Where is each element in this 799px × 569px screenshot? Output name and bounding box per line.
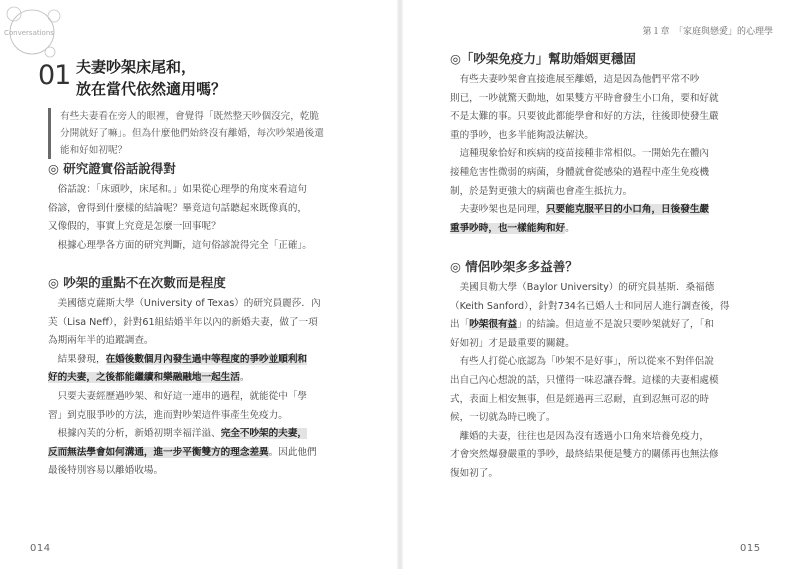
highlight: 完全不吵架的夫妻， 反而無法學會如何溝通，進一步平衡雙方的理念差異	[48, 428, 308, 458]
highlight: 在婚後數個月內發生過中等程度的爭吵並順利和 好的夫妻，之後都能繼續和樂融融地一起生活	[48, 353, 308, 384]
section-heading: ◎「吵架免疫力」幫助婚姻更穩固	[450, 51, 636, 66]
section-heading: ◎ 吵架的重點不在次數而是程度	[48, 275, 226, 290]
section-couples	[450, 258, 752, 484]
right-page	[400, 0, 799, 569]
paragraph: 美國德克薩斯大學（University of Texas）的研究員麗莎．內 芙（Lisa Neff），針對61組結婚半年以內的新婚夫妻，做了一項 為期兩年半的追蹤調查。	[48, 298, 321, 347]
page-number-right: 015	[740, 543, 761, 554]
paragraph: 俗話說：「床頭吵，床尾和。」如果從心理學的角度來看這句 俗諺，會得到什麼樣的結論呢？畢竟這句話聽起來既像真的， 又像假的，事實上究竟是怎麼一回事呢？	[48, 184, 308, 233]
section-immunity	[450, 50, 752, 238]
chapter-title-line-2: 放在當代依然適用嗎？	[76, 80, 227, 98]
conversation-doodle-icon	[2, 2, 66, 62]
chapter-title-line-1: 夫妻吵架床尾和，	[76, 58, 197, 76]
intro-box: 有些夫妻看在旁人的眼裡，會覺得「既然整天吵個沒完，乾脆 分開就好了嘛」。但為什麼他們始終沒有離婚，每次吵架過後還 能和好如初呢？	[48, 108, 360, 159]
running-head: 第１章 「家庭與戀愛」的心理學	[642, 27, 773, 37]
decor-text: Conversations	[4, 29, 54, 37]
chapter-number: 01	[38, 60, 71, 91]
paragraph: 只要夫妻經歷過吵架、和好這一連串的過程，就能從中「學 習」到克服爭吵的方法，進而對吵架這件事產生免疫力。	[48, 390, 308, 421]
paragraph: 根據內芙的分析，新婚初期幸福洋溢、完全不吵架的夫妻， 反而無法學會如何溝通，進一步平衡雙方的理念差異。因此他們 最後特別容易以離婚收場。	[48, 428, 317, 477]
paragraph: 美國貝勒大學（Baylor University）的研究員基斯．桑福德 （Keith Sanford），針對734名已婚人士和同居人進行調查後，得 出「吵架很有益」的結論。但這並不是說只要吵架就好了，「和 好如初」才是最重要的關鍵。	[450, 282, 730, 349]
paragraph: 有些人打從心底認為「吵架不是好事」，所以從來不對伴侶說 出自己內心想說的話，只懂得一味忍讓吞聲。這樣的夫妻相處模 式，表面上相安無事，但是經過再三忍耐，直到忍無可忍的時 候，一切就為時已晚了。	[450, 356, 719, 424]
paragraph: 離婚的夫妻，往往也是因為沒有透過小口角來培養免疫力， 才會突然爆發嚴重的爭吵，最終結果便是雙方的關係再也無法修 復如初了。	[450, 430, 719, 479]
highlight: 吵架很有益	[469, 319, 518, 331]
section-degree	[48, 274, 350, 481]
left-page	[0, 0, 399, 569]
highlight: 只要能克服平日的小口角，日後發生嚴 重爭吵時，也一樣能夠和好	[450, 204, 710, 234]
page-number-left: 014	[30, 543, 51, 554]
chapter-title	[76, 56, 376, 100]
paragraph: 有些夫妻吵架會直接進展至離婚，這是因為他們平常不吵 則已，一吵就驚天動地，如果雙方平時會發生小口角，要和好就 不是太難的事。只要彼此都能學會和好的方法，往後即使發生嚴 重的爭吵，也多半能夠設法解決。	[450, 74, 719, 141]
paragraph: 結果發現，在婚後數個月內發生過中等程度的爭吵並順利和 好的夫妻，之後都能繼續和樂融融地一起生活。	[48, 353, 308, 384]
paragraph: 夫妻吵架也是同理，只要能克服平日的小口角，日後發生嚴 重爭吵時，也一樣能夠和好。	[450, 204, 710, 234]
paragraph: 這種現象恰好和疾病的疫苗接種非常相似。一開始先在體內 接種危害性微弱的病菌，身體就會從感染的過程中產生免疫機 制，於是對更強大的病菌也會產生抵抗力。	[450, 148, 710, 197]
section-heading: ◎ 研究證實俗話說得對	[48, 161, 176, 176]
paragraph: 根據心理學各方面的研究判斷，這句俗諺說得完全「正確」。	[48, 239, 312, 251]
section-research	[48, 160, 350, 255]
section-heading: ◎ 情侶吵架多多益善？	[450, 259, 578, 274]
